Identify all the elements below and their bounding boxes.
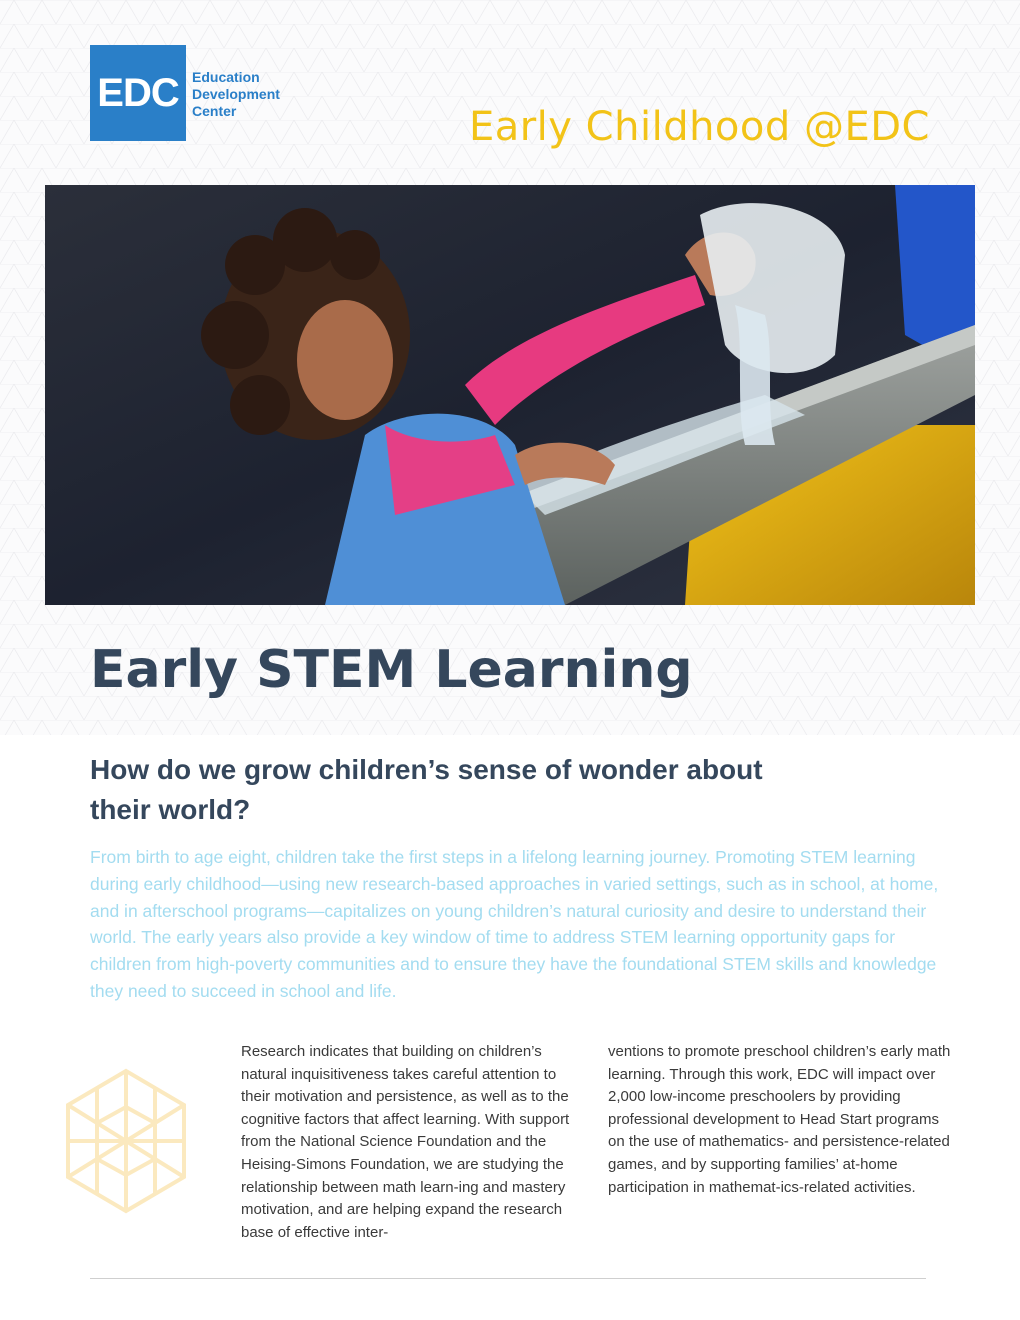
hero-photo xyxy=(45,185,975,605)
body-column-right: ventions to promote preschool children’s early math learning. Through this work, EDC will impact over 2,000 low-income preschoolers by providing professional development to Head Start programs on the use of mathematics- and persistence-related games, and by supporting families’ at-home participation in mathemat-ics-related activities. xyxy=(608,1043,951,1196)
logo-mark: EDC xyxy=(90,45,186,141)
logo-word: Development xyxy=(192,86,280,102)
body-column-left: Research indicates that building on children’s natural inquisitiveness takes careful attention to their motivation and persistence, as well as to the cognitive factors that affect learning. With support from the National Science Foundation and the Heising-Simons Foundation, we are studying the relationship between math learn-ing and mastery motivation, and are helping expand the research base of effective inter- xyxy=(241,1043,570,1241)
intro-paragraph: From birth to age eight, children take the first steps in a lifelong learning journey. Promoting STEM learning during early childhood—using new research-based approaches in varied settings, such as in school, at home, and in afterschool programs—capitalizes on young children’s natural curiosity and desire to understand their world. The early years also provide a key window of time to address STEM learning opportunity gaps for children from high-poverty communities and to ensure they have the foundational STEM skills and knowledge they need to succeed in school and life. xyxy=(90,847,939,1001)
footer-divider xyxy=(90,1278,926,1279)
logo-word: Education xyxy=(192,69,260,85)
hexagon-lattice-icon xyxy=(64,1067,188,1220)
page-title: Early STEM Learning xyxy=(90,640,693,700)
banner-title: Early Childhood @EDC xyxy=(468,104,930,150)
section-subtitle: How do we grow children’s sense of wonder about their world? xyxy=(90,754,763,825)
logo-wordmark xyxy=(192,69,280,120)
edc-logo[interactable] xyxy=(90,45,280,141)
logo-word: Center xyxy=(192,103,237,119)
